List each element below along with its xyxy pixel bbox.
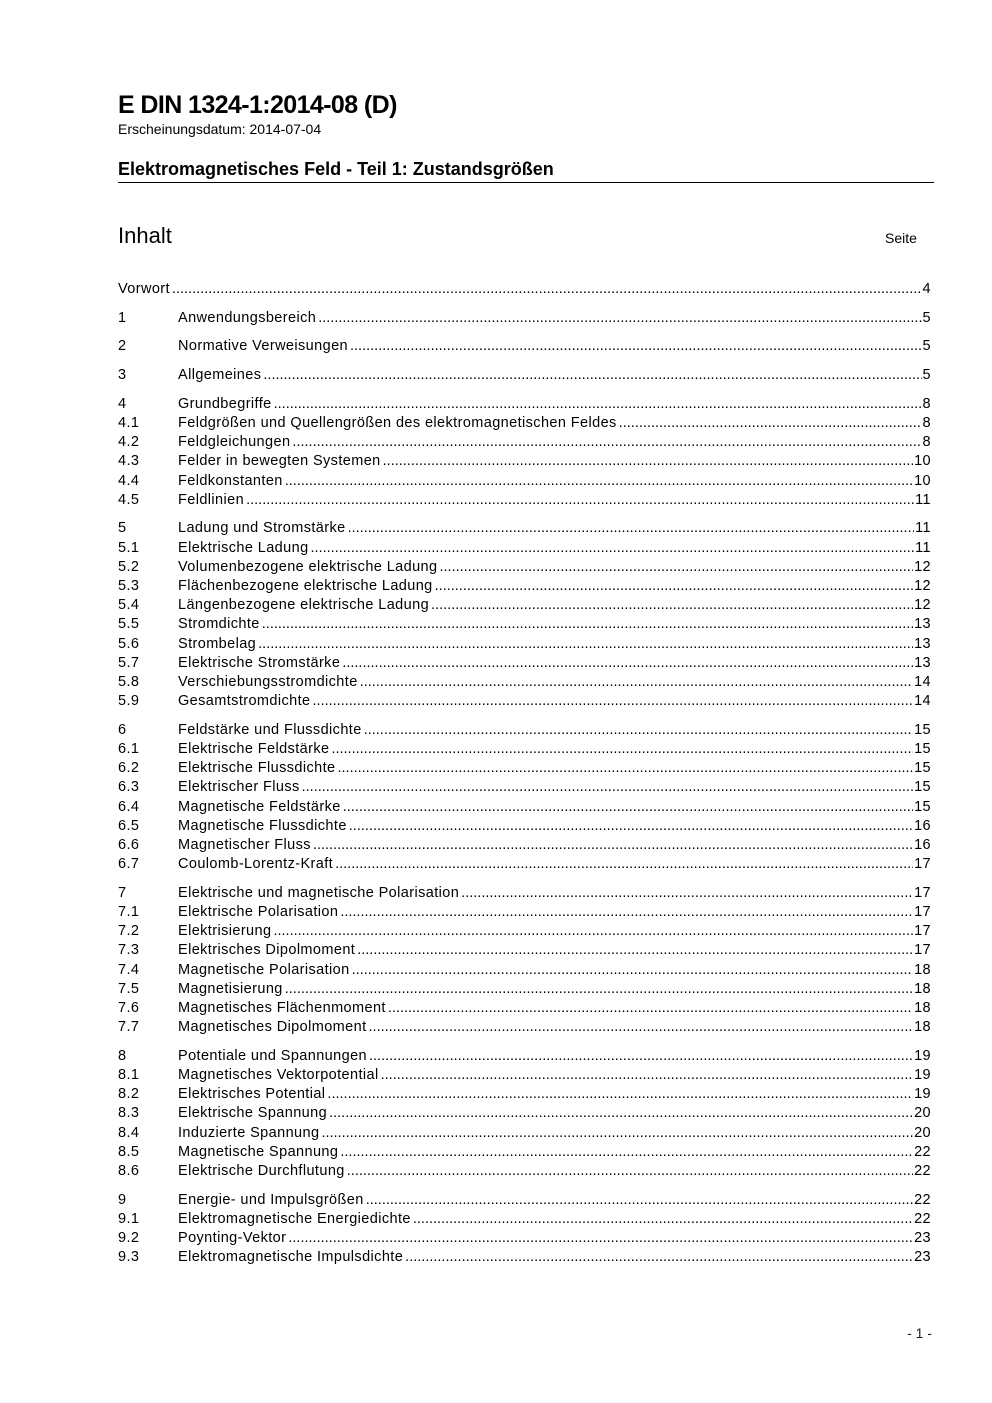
toc-entry-number: 6.1 [118, 740, 140, 757]
toc-entry-number: 5.5 [118, 616, 140, 633]
toc-entry[interactable] [118, 721, 931, 740]
toc-dot-leader [258, 635, 913, 654]
toc-entry-number: 7.3 [118, 942, 140, 959]
toc-entry-label: Elektrische Flussdichte [178, 760, 336, 777]
toc-entry-number: 5 [118, 520, 127, 537]
toc-dot-leader [327, 1085, 913, 1104]
toc-dot-leader [285, 472, 913, 491]
toc-entry-label: Energie- und Impulsgrößen [178, 1191, 364, 1208]
toc-entry-page: 18 [914, 980, 931, 997]
toc-entry-label: Elektrische Feldstärke [178, 740, 330, 757]
toc-entry-page: 15 [914, 721, 931, 738]
toc-entry[interactable] [118, 961, 931, 980]
toc-entry-number: 3 [118, 367, 127, 384]
toc-dot-leader [263, 366, 921, 385]
toc-group [118, 395, 931, 510]
toc-entry-page: 10 [914, 453, 931, 470]
toc-entry[interactable] [118, 1104, 931, 1123]
toc-entry-page: 8 [922, 434, 931, 451]
toc-group [118, 884, 931, 1038]
toc-entry-label: Allgemeines [178, 367, 262, 384]
toc-entry-number: 7 [118, 884, 127, 901]
toc-entry[interactable] [118, 778, 931, 797]
toc-entry-number: 8.2 [118, 1086, 140, 1103]
toc-dot-leader [335, 855, 913, 874]
toc-entry-label: Magnetisches Flächenmoment [178, 999, 386, 1016]
toc-entry-page: 5 [922, 338, 931, 355]
toc-entry[interactable] [118, 280, 931, 299]
toc-entry-number: 9.1 [118, 1210, 140, 1227]
toc-entry-label: Poynting-Vektor [178, 1229, 287, 1246]
toc-entry[interactable] [118, 635, 931, 654]
toc-dot-leader [383, 452, 913, 471]
toc-entry-label: Flächenbezogene elektrische Ladung [178, 577, 433, 594]
toc-entry-number: 5.4 [118, 597, 140, 614]
toc-dot-leader [357, 941, 913, 960]
toc-entry-page: 17 [914, 903, 931, 920]
toc-entry-page: 5 [922, 309, 931, 326]
toc-entry-number: 1 [118, 309, 127, 326]
toc-group [118, 721, 931, 875]
toc-entry[interactable] [118, 433, 931, 452]
toc-entry-number: 4.5 [118, 491, 140, 508]
toc-dot-leader [431, 596, 913, 615]
document-id: E DIN 1324-1:2014-08 (D) [118, 91, 397, 119]
toc-group [118, 519, 931, 711]
toc-entry[interactable] [118, 1210, 931, 1229]
toc-entry-label: Elektrische Polarisation [178, 903, 339, 920]
toc-entry-label: Magnetisierung [178, 980, 283, 997]
toc-entry-page: 20 [914, 1124, 931, 1141]
toc-dot-leader [348, 519, 915, 538]
toc-dot-leader [292, 433, 921, 452]
page-number: - 1 - [907, 1325, 932, 1341]
toc-entry-number: 4.2 [118, 434, 140, 451]
toc-entry[interactable] [118, 1018, 931, 1037]
toc-entry-page: 23 [914, 1249, 931, 1266]
toc-entry-number: 5.9 [118, 693, 140, 710]
toc-entry-page: 11 [915, 491, 931, 508]
toc-dot-leader [329, 1104, 913, 1123]
toc-dot-leader [350, 337, 922, 356]
toc-entry-number: 5.3 [118, 577, 140, 594]
toc-group [118, 337, 931, 356]
toc-entry[interactable] [118, 558, 931, 577]
toc-entry-label: Magnetisches Dipolmoment [178, 1019, 367, 1036]
toc-entry-page: 12 [914, 558, 931, 575]
toc-entry-page: 11 [915, 520, 931, 537]
toc-entry-number: 7.7 [118, 1019, 140, 1036]
toc-entry-number: 8 [118, 1047, 127, 1064]
toc-entry[interactable] [118, 836, 931, 855]
toc-dot-leader [364, 721, 913, 740]
toc-dot-leader [619, 414, 922, 433]
toc-dot-leader [340, 903, 913, 922]
toc-entry-page: 19 [914, 1086, 931, 1103]
toc-entry-page: 22 [914, 1143, 931, 1160]
toc-group [118, 1047, 931, 1181]
toc-entry-page: 13 [914, 616, 931, 633]
toc-dot-leader [360, 673, 913, 692]
toc-dot-leader [405, 1248, 913, 1267]
toc-group [118, 280, 931, 299]
toc-entry-page: 5 [922, 367, 931, 384]
toc-entry-label: Elektrisches Dipolmoment [178, 942, 356, 959]
toc-dot-leader [311, 539, 915, 558]
toc-entry[interactable] [118, 1047, 931, 1066]
toc-dot-leader [331, 740, 913, 759]
toc-entry[interactable] [118, 673, 931, 692]
toc-entry-label: Elektrisierung [178, 923, 272, 940]
toc-entry[interactable] [118, 740, 931, 759]
toc-dot-leader [413, 1210, 913, 1229]
toc-dot-leader [285, 980, 913, 999]
toc-group [118, 309, 931, 328]
toc-dot-leader [439, 558, 913, 577]
toc-entry[interactable] [118, 1229, 931, 1248]
toc-dot-leader [340, 1143, 913, 1162]
toc-entry-number: 6.6 [118, 836, 140, 853]
toc-entry-label: Gesamtstromdichte [178, 693, 311, 710]
toc-entry-number: 4.1 [118, 414, 140, 431]
toc-entry-number: 6 [118, 721, 127, 738]
toc-entry-number: 6.3 [118, 779, 140, 796]
toc-dot-leader [369, 1018, 914, 1037]
toc-entry[interactable] [118, 452, 931, 471]
toc-dot-leader [318, 309, 921, 328]
toc-entry-number: 7.4 [118, 961, 140, 978]
toc-entry[interactable] [118, 654, 931, 673]
toc-entry-label: Stromdichte [178, 616, 260, 633]
toc-entry-page: 18 [914, 961, 931, 978]
toc-entry-number: 8.6 [118, 1162, 140, 1179]
toc-entry[interactable] [118, 519, 931, 538]
toc-entry-label: Elektromagnetische Impulsdichte [178, 1249, 404, 1266]
toc-heading: Inhalt [118, 223, 172, 248]
toc-entry[interactable] [118, 309, 931, 328]
toc-entry-number: 7.1 [118, 903, 140, 920]
toc-entry-label: Elektrische Durchflutung [178, 1162, 345, 1179]
toc-dot-leader [369, 1047, 913, 1066]
toc-entry[interactable] [118, 366, 931, 385]
toc-entry-label: Elektrische und magnetische Polarisation [178, 884, 460, 901]
toc-entry-page: 17 [914, 923, 931, 940]
toc-entry-page: 15 [914, 760, 931, 777]
toc-entry-label: Ladung und Stromstärke [178, 520, 346, 537]
toc-entry-label: Potentiale und Spannungen [178, 1047, 367, 1064]
toc-entry[interactable] [118, 1191, 931, 1210]
toc-entry-page: 11 [915, 539, 931, 556]
toc-entry-page: 15 [914, 779, 931, 796]
toc-entry-page: 12 [914, 597, 931, 614]
toc-dot-leader [246, 491, 914, 510]
toc-entry-page: 8 [922, 414, 931, 431]
toc-entry[interactable] [118, 596, 931, 615]
toc-entry-page: 19 [914, 1066, 931, 1083]
toc-entry-page: 18 [914, 1019, 931, 1036]
toc-dot-leader [274, 395, 922, 414]
toc-entry-label: Induzierte Spannung [178, 1124, 320, 1141]
toc-page-column-label: Seite [885, 230, 917, 246]
toc-dot-leader [313, 836, 913, 855]
toc-entry[interactable] [118, 1085, 931, 1104]
toc-entry-page: 16 [914, 817, 931, 834]
toc-dot-leader [366, 1191, 913, 1210]
toc-dot-leader [347, 1162, 913, 1181]
toc-entry-page: 17 [914, 856, 931, 873]
toc-entry-page: 16 [914, 836, 931, 853]
toc-entry-page: 15 [914, 798, 931, 815]
document-title: Elektromagnetisches Feld - Teil 1: Zustandsgrößen [118, 159, 554, 179]
toc-entry-number: 5.6 [118, 635, 140, 652]
toc-entry-label: Elektrische Ladung [178, 539, 309, 556]
toc-entry-label: Magnetischer Fluss [178, 836, 311, 853]
toc-entry[interactable] [118, 1066, 931, 1085]
toc-entry[interactable] [118, 903, 931, 922]
toc-entry-number: 6.4 [118, 798, 140, 815]
toc-entry-number: 5.7 [118, 654, 140, 671]
toc-entry-page: 4 [922, 281, 931, 297]
toc-dot-leader [262, 615, 913, 634]
toc-entry-label: Magnetische Flussdichte [178, 817, 347, 834]
toc-entry-label: Magnetische Polarisation [178, 961, 350, 978]
toc-entry[interactable] [118, 337, 931, 356]
toc-dot-leader [313, 692, 914, 711]
toc-entry[interactable] [118, 817, 931, 836]
toc-entry-page: 20 [914, 1105, 931, 1122]
toc-entry-label: Coulomb-Lorentz-Kraft [178, 856, 334, 873]
publication-date: Erscheinungsdatum: 2014-07-04 [118, 121, 322, 137]
title-divider [118, 182, 934, 183]
toc-group [118, 1191, 931, 1268]
toc-entry-label: Verschiebungsstromdichte [178, 673, 358, 690]
toc-entry[interactable] [118, 1248, 931, 1267]
toc-entry-label: Feldlinien [178, 491, 245, 508]
toc-entry-label: Feldgrößen und Quellengrößen des elektromagnetischen Feldes [178, 414, 617, 431]
toc-dot-leader [321, 1124, 913, 1143]
toc-entry-number: 4.3 [118, 453, 140, 470]
toc-entry[interactable] [118, 999, 931, 1018]
toc-dot-leader [381, 1066, 913, 1085]
toc-dot-leader [349, 817, 913, 836]
toc-entry-number: 7.5 [118, 980, 140, 997]
toc-entry[interactable] [118, 855, 931, 874]
toc-dot-leader [288, 1229, 913, 1248]
toc-entry-number: 8.1 [118, 1066, 140, 1083]
toc-group [118, 366, 931, 385]
toc-entry-number: 7.2 [118, 923, 140, 940]
toc-entry-page: 17 [914, 942, 931, 959]
toc-entry-page: 22 [914, 1210, 931, 1227]
toc-entry-page: 14 [914, 693, 931, 710]
toc-entry-page: 23 [914, 1229, 931, 1246]
toc-entry-page: 10 [914, 472, 931, 489]
toc-entry-label: Elektrisches Potential [178, 1086, 326, 1103]
toc-entry-page: 19 [914, 1047, 931, 1064]
toc-entry[interactable] [118, 922, 931, 941]
toc-entry[interactable] [118, 577, 931, 596]
toc-entry-label: Strombelag [178, 635, 257, 652]
toc-entry[interactable] [118, 615, 931, 634]
toc-entry-label: Felder in bewegten Systemen [178, 453, 381, 470]
toc-dot-leader [273, 922, 913, 941]
toc-dot-leader [435, 577, 913, 596]
toc-entry[interactable] [118, 941, 931, 960]
toc-entry-label: Elektromagnetische Energiedichte [178, 1210, 411, 1227]
toc-entry-number: 6.5 [118, 817, 140, 834]
toc-entry-label: Grundbegriffe [178, 395, 272, 412]
toc-entry-label: Längenbezogene elektrische Ladung [178, 597, 430, 614]
toc-entry[interactable] [118, 539, 931, 558]
toc-entry-label: Magnetische Spannung [178, 1143, 339, 1160]
toc-entry[interactable] [118, 395, 931, 414]
toc-entry-label: Feldstärke und Flussdichte [178, 721, 362, 738]
toc-entry-page: 18 [914, 999, 931, 1016]
toc-entry-label: Normative Verweisungen [178, 338, 348, 355]
toc-entry-label: Elektrische Stromstärke [178, 654, 341, 671]
toc-entry-page: 22 [914, 1191, 931, 1208]
toc-entry-label: Vorwort [118, 281, 170, 297]
table-of-contents [118, 280, 931, 1277]
toc-entry-number: 6.2 [118, 760, 140, 777]
toc-dot-leader [388, 999, 913, 1018]
toc-entry-label: Magnetische Feldstärke [178, 798, 341, 815]
toc-entry-number: 9.2 [118, 1229, 140, 1246]
toc-entry[interactable] [118, 472, 931, 491]
toc-entry[interactable] [118, 491, 931, 510]
toc-entry-number: 8.4 [118, 1124, 140, 1141]
toc-entry-label: Elektrischer Fluss [178, 779, 300, 796]
toc-entry-label: Magnetisches Vektorpotential [178, 1066, 379, 1083]
toc-entry[interactable] [118, 798, 931, 817]
toc-dot-leader [342, 654, 913, 673]
toc-dot-leader [343, 798, 913, 817]
toc-entry[interactable] [118, 980, 931, 999]
toc-entry-number: 2 [118, 338, 127, 355]
toc-entry-number: 5.8 [118, 673, 140, 690]
toc-entry-number: 4 [118, 395, 127, 412]
toc-dot-leader [302, 778, 913, 797]
toc-entry-number: 9 [118, 1191, 127, 1208]
toc-entry-label: Volumenbezogene elektrische Ladung [178, 558, 438, 575]
toc-entry-number: 6.7 [118, 856, 140, 873]
toc-entry-number: 9.3 [118, 1249, 140, 1266]
toc-dot-leader [352, 961, 913, 980]
toc-entry-page: 12 [914, 577, 931, 594]
toc-entry[interactable] [118, 1124, 931, 1143]
toc-entry-page: 13 [914, 654, 931, 671]
toc-entry-number: 8.5 [118, 1143, 140, 1160]
toc-entry-label: Anwendungsbereich [178, 309, 317, 326]
toc-entry[interactable] [118, 1162, 931, 1181]
toc-entry[interactable] [118, 884, 931, 903]
toc-entry-label: Elektrische Spannung [178, 1105, 328, 1122]
toc-entry-number: 7.6 [118, 999, 140, 1016]
toc-entry[interactable] [118, 692, 931, 711]
toc-entry[interactable] [118, 1143, 931, 1162]
toc-entry-number: 4.4 [118, 472, 140, 489]
toc-entry-page: 14 [914, 673, 931, 690]
toc-entry-page: 8 [922, 395, 931, 412]
toc-entry-number: 8.3 [118, 1105, 140, 1122]
toc-entry[interactable] [118, 414, 931, 433]
toc-entry[interactable] [118, 759, 931, 778]
toc-entry-page: 13 [914, 635, 931, 652]
toc-entry-number: 5.1 [118, 539, 140, 556]
toc-entry-label: Feldgleichungen [178, 434, 291, 451]
toc-entry-number: 5.2 [118, 558, 140, 575]
toc-dot-leader [461, 884, 913, 903]
toc-entry-label: Feldkonstanten [178, 472, 283, 489]
toc-entry-page: 22 [914, 1162, 931, 1179]
toc-entry-page: 15 [914, 740, 931, 757]
toc-entry-page: 17 [914, 884, 931, 901]
toc-dot-leader [172, 280, 922, 299]
toc-dot-leader [337, 759, 913, 778]
